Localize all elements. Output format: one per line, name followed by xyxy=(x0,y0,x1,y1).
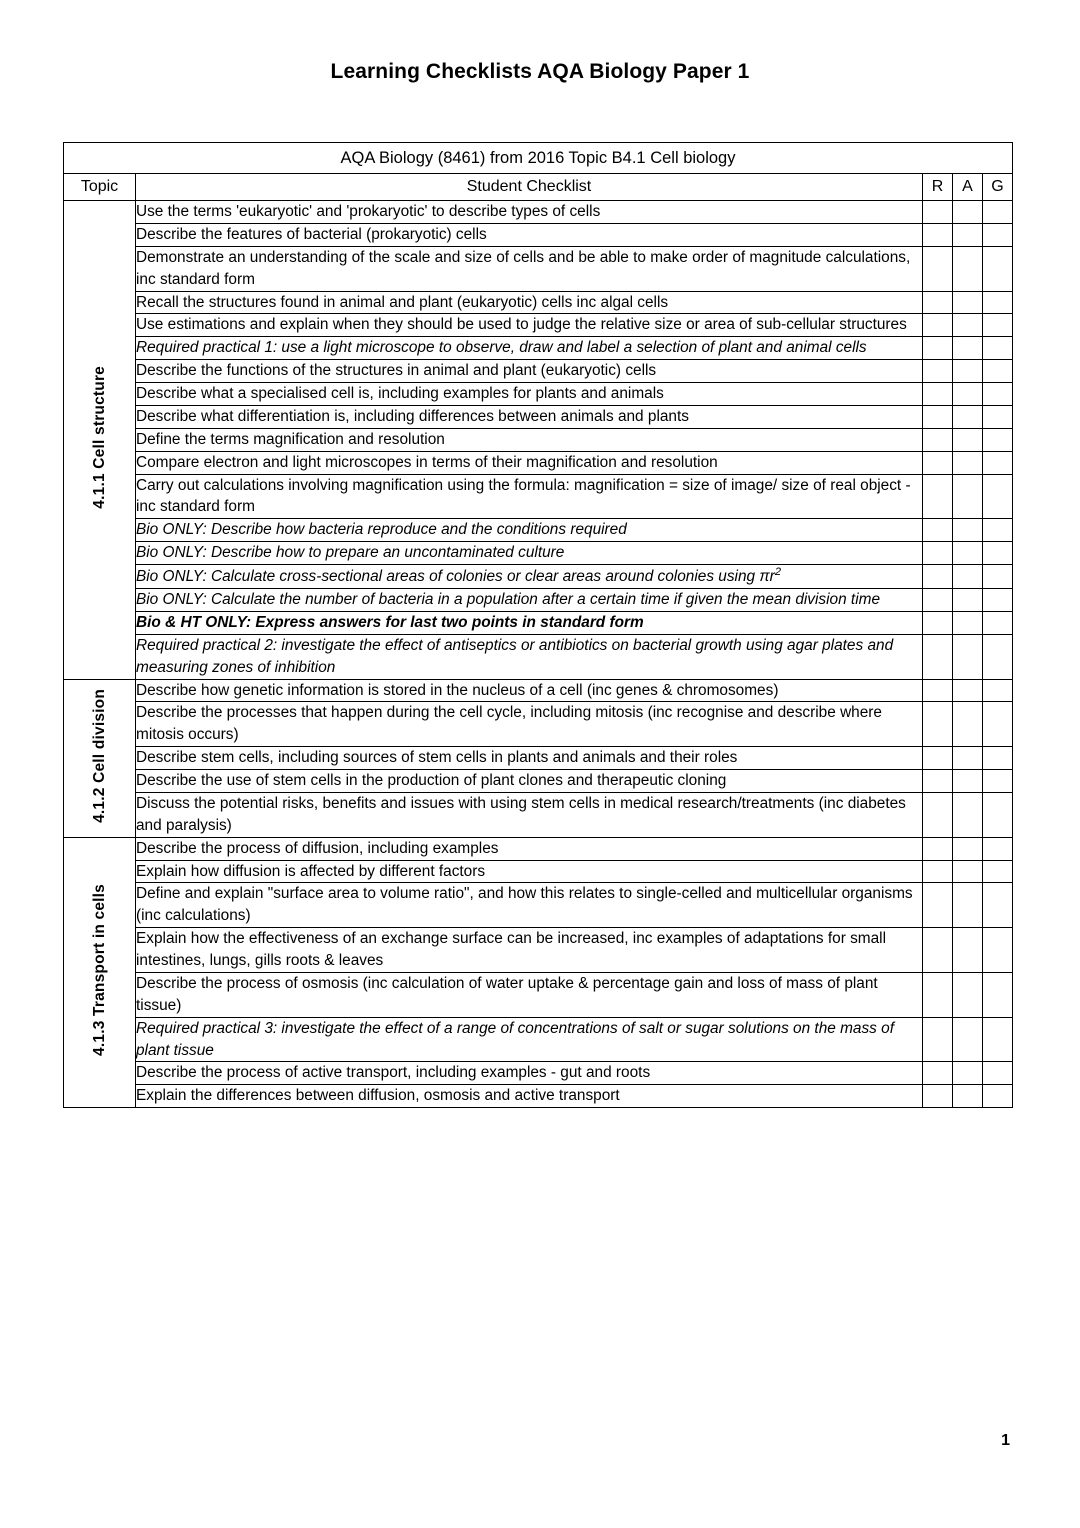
column-header-topic: Topic xyxy=(64,174,136,201)
checklist-item: Describe stem cells, including sources of stem cells in plants and animals and their roles xyxy=(136,747,923,770)
checklist-item: Carry out calculations involving magnification using the formula: magnification = size of image/ size of real object -inc standard form xyxy=(136,474,923,519)
rag-checkbox-a[interactable] xyxy=(953,634,983,679)
rag-checkbox-a[interactable] xyxy=(953,747,983,770)
rag-checkbox-r[interactable] xyxy=(923,474,953,519)
rag-checkbox-r[interactable] xyxy=(923,792,953,837)
rag-checkbox-a[interactable] xyxy=(953,337,983,360)
rag-checkbox-a[interactable] xyxy=(953,860,983,883)
table-row xyxy=(64,405,1013,428)
rag-checkbox-a[interactable] xyxy=(953,928,983,973)
rag-checkbox-g[interactable] xyxy=(983,792,1013,837)
checklist-item: Bio ONLY: Describe how to prepare an uncontaminated culture xyxy=(136,542,923,565)
rag-checkbox-r[interactable] xyxy=(923,972,953,1017)
checklist-item: Describe the functions of the structures in animal and plant (eukaryotic) cells xyxy=(136,360,923,383)
table-row xyxy=(64,679,1013,702)
rag-checkbox-r[interactable] xyxy=(923,405,953,428)
rag-checkbox-r[interactable] xyxy=(923,246,953,291)
rag-checkbox-g[interactable] xyxy=(983,360,1013,383)
rag-checkbox-g[interactable] xyxy=(983,383,1013,406)
rag-checkbox-a[interactable] xyxy=(953,223,983,246)
table-row xyxy=(64,474,1013,519)
table-row xyxy=(64,451,1013,474)
table-row xyxy=(64,291,1013,314)
table-row xyxy=(64,201,1013,224)
table-row xyxy=(64,383,1013,406)
rag-checkbox-g[interactable] xyxy=(983,1085,1013,1108)
rag-checkbox-a[interactable] xyxy=(953,428,983,451)
rag-checkbox-a[interactable] xyxy=(953,837,983,860)
table-row xyxy=(64,837,1013,860)
rag-checkbox-g[interactable] xyxy=(983,291,1013,314)
rag-checkbox-r[interactable] xyxy=(923,837,953,860)
rag-checkbox-r[interactable] xyxy=(923,747,953,770)
rag-checkbox-a[interactable] xyxy=(953,1062,983,1085)
table-row xyxy=(64,1017,1013,1062)
checklist-item: Bio ONLY: Calculate cross-sectional areas of colonies or clear areas around colonies using $\pi r^2$ xyxy=(136,565,923,589)
rag-checkbox-r[interactable] xyxy=(923,542,953,565)
rag-checkbox-r[interactable] xyxy=(923,611,953,634)
rag-checkbox-g[interactable] xyxy=(983,883,1013,928)
table-row xyxy=(64,611,1013,634)
rag-checkbox-r[interactable] xyxy=(923,1085,953,1108)
table-row xyxy=(64,542,1013,565)
rag-checkbox-g[interactable] xyxy=(983,702,1013,747)
rag-checkbox-g[interactable] xyxy=(983,542,1013,565)
checklist-item: Bio & HT ONLY: Express answers for last two points in standard form xyxy=(136,611,923,634)
checklist-item: Required practical 2: investigate the effect of antiseptics or antibiotics on bacterial growth using agar plates and measuring zones of inhibition xyxy=(136,634,923,679)
table-row xyxy=(64,928,1013,973)
rag-checkbox-r[interactable] xyxy=(923,679,953,702)
rag-checkbox-g[interactable] xyxy=(983,860,1013,883)
rag-checkbox-a[interactable] xyxy=(953,792,983,837)
rag-checkbox-g[interactable] xyxy=(983,928,1013,973)
table-row xyxy=(64,747,1013,770)
topic-label: 4.1.1 Cell structure xyxy=(90,365,108,509)
rag-checkbox-r[interactable] xyxy=(923,223,953,246)
rag-checkbox-r[interactable] xyxy=(923,314,953,337)
rag-checkbox-r[interactable] xyxy=(923,928,953,973)
table-row xyxy=(64,314,1013,337)
rag-checkbox-a[interactable] xyxy=(953,770,983,793)
rag-checkbox-a[interactable] xyxy=(953,972,983,1017)
checklist-item: Explain how the effectiveness of an exchange surface can be increased, inc examples of adaptations for small intestines, lungs, gills roots & leaves xyxy=(136,928,923,973)
rag-checkbox-g[interactable] xyxy=(983,223,1013,246)
table-column-header-row xyxy=(64,174,1013,201)
table-row xyxy=(64,972,1013,1017)
column-header-r: R xyxy=(923,174,953,201)
rag-checkbox-r[interactable] xyxy=(923,519,953,542)
checklist-item: Compare electron and light microscopes in terms of their magnification and resolution xyxy=(136,451,923,474)
rag-checkbox-a[interactable] xyxy=(953,1017,983,1062)
table-row xyxy=(64,634,1013,679)
table-heading: AQA Biology (8461) from 2016 Topic B4.1 Cell biology xyxy=(64,143,1013,174)
rag-checkbox-g[interactable] xyxy=(983,474,1013,519)
table-row xyxy=(64,770,1013,793)
rag-checkbox-r[interactable] xyxy=(923,1017,953,1062)
rag-checkbox-r[interactable] xyxy=(923,383,953,406)
table-heading-row xyxy=(64,143,1013,174)
rag-checkbox-a[interactable] xyxy=(953,565,983,589)
rag-checkbox-g[interactable] xyxy=(983,747,1013,770)
rag-checkbox-g[interactable] xyxy=(983,565,1013,589)
checklist-item: Use estimations and explain when they should be used to judge the relative size or area of sub-cellular structures xyxy=(136,314,923,337)
rag-checkbox-a[interactable] xyxy=(953,451,983,474)
rag-checkbox-a[interactable] xyxy=(953,405,983,428)
checklist-item: Use the terms 'eukaryotic' and 'prokaryotic' to describe types of cells xyxy=(136,201,923,224)
checklist-item: Define the terms magnification and resolution xyxy=(136,428,923,451)
rag-checkbox-a[interactable] xyxy=(953,246,983,291)
rag-checkbox-g[interactable] xyxy=(983,634,1013,679)
topic-label: 4.1.3 Transport in cells xyxy=(90,883,108,1056)
rag-checkbox-r[interactable] xyxy=(923,589,953,612)
table-row xyxy=(64,360,1013,383)
rag-checkbox-r[interactable] xyxy=(923,702,953,747)
rag-checkbox-g[interactable] xyxy=(983,1062,1013,1085)
rag-checkbox-r[interactable] xyxy=(923,428,953,451)
table-row xyxy=(64,428,1013,451)
rag-checkbox-g[interactable] xyxy=(983,679,1013,702)
rag-checkbox-g[interactable] xyxy=(983,1017,1013,1062)
rag-checkbox-a[interactable] xyxy=(953,291,983,314)
table-row xyxy=(64,1062,1013,1085)
checklist-item: Describe the use of stem cells in the production of plant clones and therapeutic cloning xyxy=(136,770,923,793)
rag-checkbox-g[interactable] xyxy=(983,770,1013,793)
checklist-item: Describe the processes that happen during the cell cycle, including mitosis (inc recognise and describe where mitosis occurs) xyxy=(136,702,923,747)
rag-checkbox-g[interactable] xyxy=(983,837,1013,860)
checklist-item: Recall the structures found in animal and plant (eukaryotic) cells inc algal cells xyxy=(136,291,923,314)
rag-checkbox-a[interactable] xyxy=(953,883,983,928)
rag-checkbox-a[interactable] xyxy=(953,519,983,542)
rag-checkbox-g[interactable] xyxy=(983,314,1013,337)
table-row xyxy=(64,589,1013,612)
rag-checkbox-a[interactable] xyxy=(953,474,983,519)
topic-cell xyxy=(64,679,136,837)
rag-checkbox-a[interactable] xyxy=(953,702,983,747)
rag-checkbox-g[interactable] xyxy=(983,405,1013,428)
checklist-item: Describe what differentiation is, including differences between animals and plants xyxy=(136,405,923,428)
table-row xyxy=(64,337,1013,360)
page-title: Learning Checklists AQA Biology Paper 1 xyxy=(330,60,750,83)
rag-checkbox-g[interactable] xyxy=(983,972,1013,1017)
rag-checkbox-r[interactable] xyxy=(923,201,953,224)
checklist-item: Bio ONLY: Calculate the number of bacteria in a population after a certain time if given the mean division time xyxy=(136,589,923,612)
learning-checklist-table xyxy=(63,142,1013,1108)
checklist-item: Define and explain "surface area to volume ratio", and how this relates to single-celled and multicellular organisms (inc calculations) xyxy=(136,883,923,928)
table-row xyxy=(64,565,1013,589)
rag-checkbox-g[interactable] xyxy=(983,589,1013,612)
checklist-item: Required practical 3: investigate the effect of a range of concentrations of salt or sugar solutions on the mass of plant tissue xyxy=(136,1017,923,1062)
rag-checkbox-g[interactable] xyxy=(983,519,1013,542)
table-row xyxy=(64,1085,1013,1108)
rag-checkbox-r[interactable] xyxy=(923,360,953,383)
table-row xyxy=(64,223,1013,246)
checklist-item: Discuss the potential risks, benefits and issues with using stem cells in medical research/treatments (inc diabetes and paralysis) xyxy=(136,792,923,837)
topic-label: 4.1.2 Cell division xyxy=(90,688,108,823)
rag-checkbox-r[interactable] xyxy=(923,337,953,360)
table-row xyxy=(64,883,1013,928)
rag-checkbox-a[interactable] xyxy=(953,542,983,565)
checklist-item: Required practical 1: use a light microscope to observe, draw and label a selection of plant and animal cells xyxy=(136,337,923,360)
rag-checkbox-a[interactable] xyxy=(953,383,983,406)
rag-checkbox-r[interactable] xyxy=(923,770,953,793)
rag-checkbox-a[interactable] xyxy=(953,1085,983,1108)
rag-checkbox-a[interactable] xyxy=(953,679,983,702)
checklist-item: Describe the process of active transport, including examples - gut and roots xyxy=(136,1062,923,1085)
column-header-student-checklist: Student Checklist xyxy=(136,174,923,201)
rag-checkbox-g[interactable] xyxy=(983,611,1013,634)
rag-checkbox-g[interactable] xyxy=(983,201,1013,224)
rag-checkbox-r[interactable] xyxy=(923,634,953,679)
checklist-item: Describe how genetic information is stored in the nucleus of a cell (inc genes & chromosomes) xyxy=(136,679,923,702)
checklist-item: Explain the differences between diffusion, osmosis and active transport xyxy=(136,1085,923,1108)
checklist-item: Bio ONLY: Describe how bacteria reproduce and the conditions required xyxy=(136,519,923,542)
rag-checkbox-r[interactable] xyxy=(923,291,953,314)
table-row xyxy=(64,792,1013,837)
rag-checkbox-r[interactable] xyxy=(923,1062,953,1085)
rag-checkbox-a[interactable] xyxy=(953,360,983,383)
rag-checkbox-a[interactable] xyxy=(953,611,983,634)
rag-checkbox-a[interactable] xyxy=(953,589,983,612)
checklist-item: Describe the process of diffusion, including examples xyxy=(136,837,923,860)
checklist-item: Demonstrate an understanding of the scale and size of cells and be able to make order of magnitude calculations, inc standard form xyxy=(136,246,923,291)
rag-checkbox-g[interactable] xyxy=(983,451,1013,474)
rag-checkbox-g[interactable] xyxy=(983,246,1013,291)
rag-checkbox-g[interactable] xyxy=(983,428,1013,451)
checklist-item: Explain how diffusion is affected by different factors xyxy=(136,860,923,883)
superscript-two: 2 xyxy=(774,566,781,578)
rag-checkbox-r[interactable] xyxy=(923,451,953,474)
rag-checkbox-g[interactable] xyxy=(983,337,1013,360)
checklist-item: Describe the features of bacterial (prokaryotic) cells xyxy=(136,223,923,246)
page-number: 1 xyxy=(1001,1432,1010,1449)
rag-checkbox-r[interactable] xyxy=(923,565,953,589)
rag-checkbox-r[interactable] xyxy=(923,860,953,883)
rag-checkbox-a[interactable] xyxy=(953,201,983,224)
topic-cell xyxy=(64,201,136,680)
column-header-a: A xyxy=(953,174,983,201)
table-row xyxy=(64,702,1013,747)
table-row xyxy=(64,246,1013,291)
checklist-item: Describe what a specialised cell is, including examples for plants and animals xyxy=(136,383,923,406)
table-row xyxy=(64,860,1013,883)
rag-checkbox-a[interactable] xyxy=(953,314,983,337)
table-row xyxy=(64,519,1013,542)
checklist-item: Describe the process of osmosis (inc calculation of water uptake & percentage gain and loss of mass of plant tissue) xyxy=(136,972,923,1017)
rag-checkbox-r[interactable] xyxy=(923,883,953,928)
column-header-g: G xyxy=(983,174,1013,201)
topic-cell xyxy=(64,837,136,1108)
